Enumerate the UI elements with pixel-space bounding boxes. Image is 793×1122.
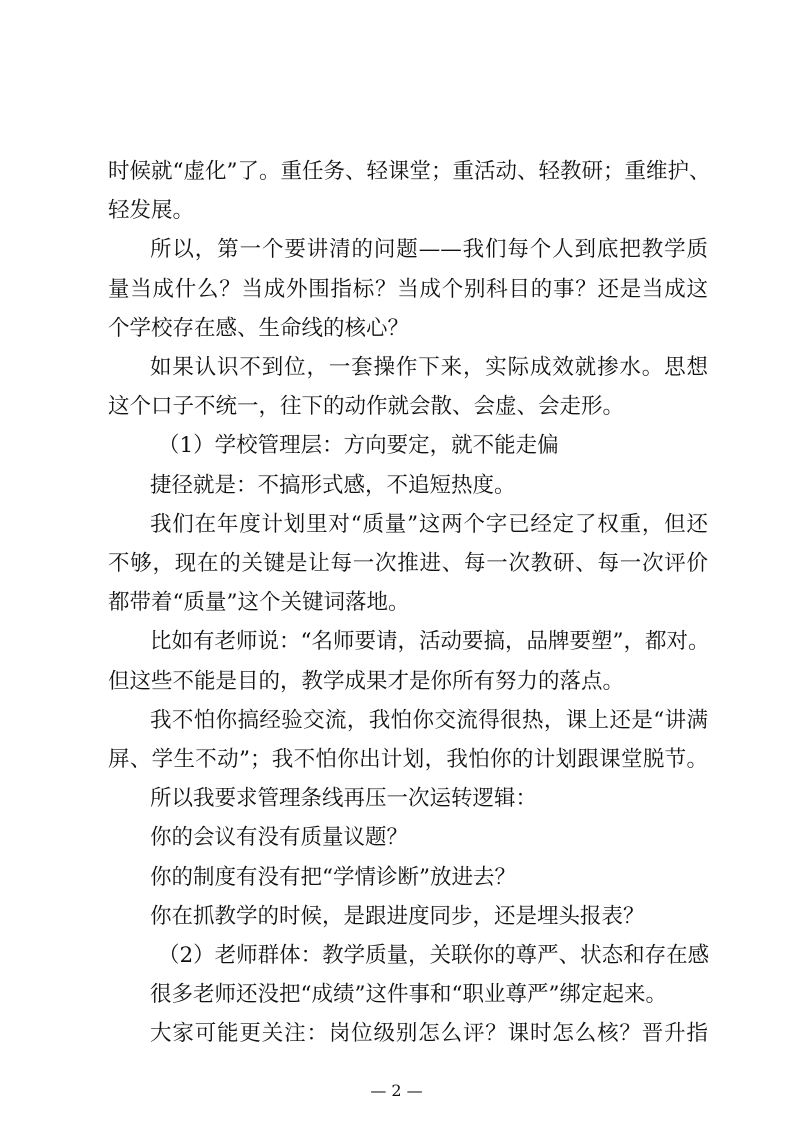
text-line: 所以我要求管理条线再压一次运转逻辑： [150, 786, 538, 812]
text-line: 时候就“虚化”了。重任务、轻课堂；重活动、轻教研；重维护、 [108, 159, 711, 184]
text-line: 个学校存在感、生命线的核心？ [108, 315, 410, 341]
text-line: 如果认识不到位，一套操作下来，实际成效就掺水。思想 [150, 355, 708, 380]
text-line: 你的制度有没有把“学情诊断”放进去？ [150, 864, 516, 890]
text-line: 量当成什么？当成外围指标？当成个别科目的事？还是当成这 [108, 276, 708, 302]
text-line: 屏、学生不动”；我不怕你出计划，我怕你的计划跟课堂脱节。 [108, 747, 708, 772]
section-heading: （2）老师群体：教学质量，关联你的尊严、状态和存在感 [158, 943, 710, 968]
page-number: — 2 — [370, 1081, 423, 1100]
text-line: 比如有老师说：“名师要请，活动要搞，品牌要塑”，都对。 [150, 629, 710, 655]
text-line: 所以，第一个要讲清的问题——我们每个人到底把教学质 [150, 237, 708, 263]
text-line: 轻发展。 [108, 198, 195, 224]
text-line: 很多老师还没把“成绩”这件事和“职业尊严”绑定起来。 [150, 982, 667, 1008]
text-line: 你的会议有没有质量议题？ [150, 825, 409, 851]
text-line: 大家可能更关注：岗位级别怎么评？课时怎么核？晋升指 [150, 1021, 708, 1047]
text-line: 不够，现在的关键是让每一次推进、每一次教研、每一次评价 [108, 551, 708, 576]
text-line: 我们在年度计划里对“质量”这两个字已经定了权重，但还 [150, 511, 708, 537]
section-heading: （1）学校管理层：方向要定，就不能走偏 [158, 433, 559, 459]
text-line: 但这些不能是目的，教学成果才是你所有努力的落点。 [108, 668, 625, 694]
text-line: 都带着“质量”这个关键词落地。 [108, 590, 410, 616]
text-line: 我不怕你搞经验交流，我怕你交流得很热，课上还是“讲满 [150, 707, 708, 733]
text-line: 这个口子不统一，往下的动作就会散、会虚、会走形。 [108, 394, 625, 420]
text-line: 你在抓教学的时候，是跟进度同步，还是埋头报表？ [150, 903, 645, 929]
text-line: 捷径就是：不搞形式感，不追短热度。 [150, 472, 516, 498]
